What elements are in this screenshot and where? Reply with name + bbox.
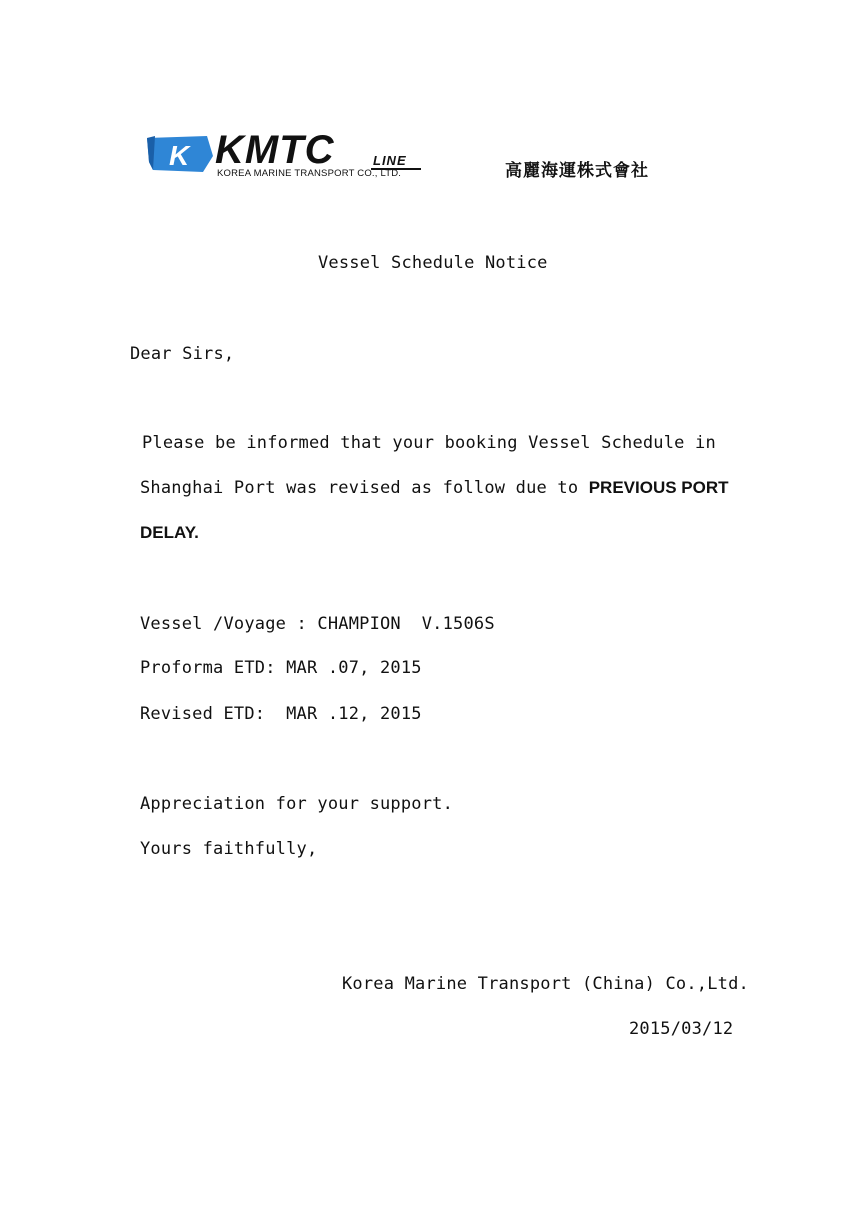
- kmtc-flag-logo-icon: [145, 132, 215, 176]
- company-name-cjk: 高麗海運株式會社: [505, 161, 649, 181]
- logo-letter: K: [169, 140, 190, 171]
- notice-title: Vessel Schedule Notice: [318, 253, 548, 273]
- brand-wordmark: KMTC: [215, 128, 335, 172]
- paragraph-line-1: Please be informed that your booking Vessel Schedule in: [142, 433, 716, 453]
- company-name-en: KOREA MARINE TRANSPORT CO., LTD.: [217, 168, 402, 179]
- brand-suffix: LINE: [373, 153, 407, 168]
- vessel-voyage: Vessel /Voyage : CHAMPION V.1506S: [140, 614, 495, 634]
- proforma-etd: Proforma ETD: MAR .07, 2015: [140, 658, 422, 678]
- signatory: Korea Marine Transport (China) Co.,Ltd.: [342, 974, 749, 994]
- paragraph-line-2: [140, 477, 729, 499]
- notice-date: 2015/03/12: [629, 1019, 734, 1039]
- paragraph-line-3: [140, 522, 199, 544]
- closing-text: Yours faithfully,: [140, 839, 318, 859]
- appreciation-text: Appreciation for your support.: [140, 794, 454, 814]
- delay-reason-emphasis-cont: DELAY.: [140, 523, 199, 542]
- revised-etd: Revised ETD: MAR .12, 2015: [140, 704, 422, 724]
- salutation: Dear Sirs,: [130, 344, 235, 364]
- paragraph-line-2-text: Shanghai Port was revised as follow due to: [140, 478, 579, 498]
- letterhead: [145, 128, 705, 192]
- delay-reason-emphasis: PREVIOUS PORT: [588, 478, 729, 497]
